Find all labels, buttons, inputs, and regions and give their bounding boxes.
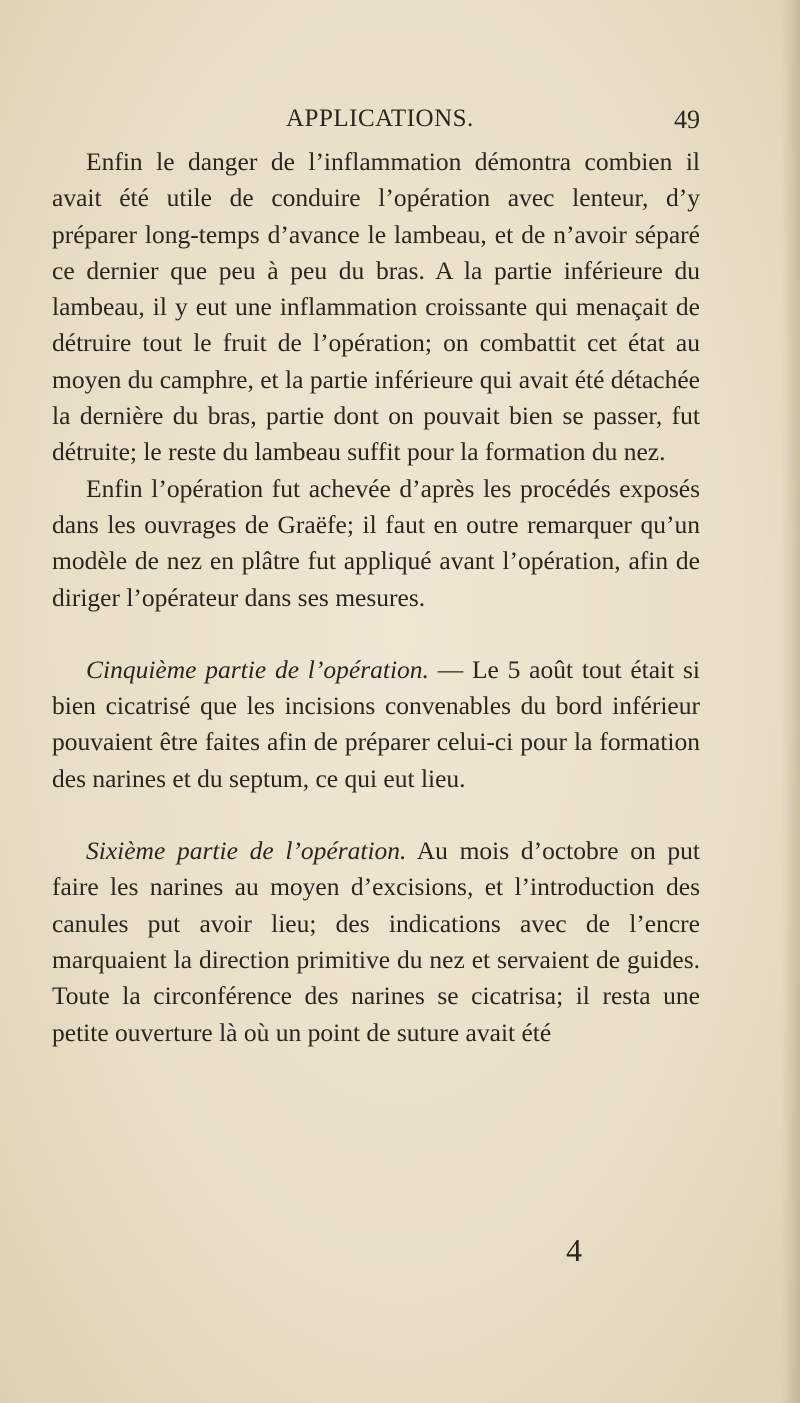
spacer: [52, 797, 700, 833]
page-number: 49: [674, 105, 700, 134]
signature-mark: 4: [566, 1232, 582, 1268]
section-5-heading: Cinquième partie de l’opération.: [86, 654, 429, 684]
spacer: [52, 616, 700, 652]
section-6-paragraph: [52, 833, 700, 1051]
paragraph-2: Enfin l’opération fut achevée d’après les procédés exposés dans les ouvrages de Graëfe; il faut en outre remarquer qu’un modèle de nez en plâtre fut appliqué avant l’opération, afin de diriger l’opérateur dans ses mesures.: [52, 473, 700, 612]
running-title: APPLICATIONS.: [286, 105, 474, 132]
page-edge-shadow: [782, 0, 800, 1403]
paragraph-1: Enfin le danger de l’inflammation démontra combien il avait été utile de conduire l’opération avec lenteur, d’y préparer long-temps d’avance le lambeau, et de n’avoir séparé ce dernier que peu à peu du bras. A la partie inférieure du lambeau, il y eut une inflammation croissante qui menaçait de détruire tout le fruit de l’opération; on combattit cet état au moyen du camphre, et la partie inférieure qui avait été détachée la dernière du bras, partie dont on pouvait bien se passer, fut détruite; le reste du lambeau suffit pour la formation du nez.: [52, 147, 700, 467]
page-header: [52, 105, 700, 139]
section-6-heading: Sixième partie de l’opération.: [86, 836, 407, 866]
body-text: [52, 144, 700, 1051]
section-6-body: Au mois d’octobre on put faire les narines au moyen d’excisions, et l’introduction des canules put avoir lieu; des indications avec de l’encre marquaient la direction primitive du nez et servaient de guides. Toute la circonférence des narines se cicatrisa; il resta une petite ouverture là où un point de suture avait été: [52, 836, 700, 1047]
section-5-body: — Le 5 août tout était si bien cicatrisé que les incisions convenables du bord inférieur pouvaient être faites afin de préparer celui-ci pour la formation des narines et du septum, ce qui eut lieu.: [52, 654, 700, 793]
section-5-paragraph: [52, 652, 700, 797]
